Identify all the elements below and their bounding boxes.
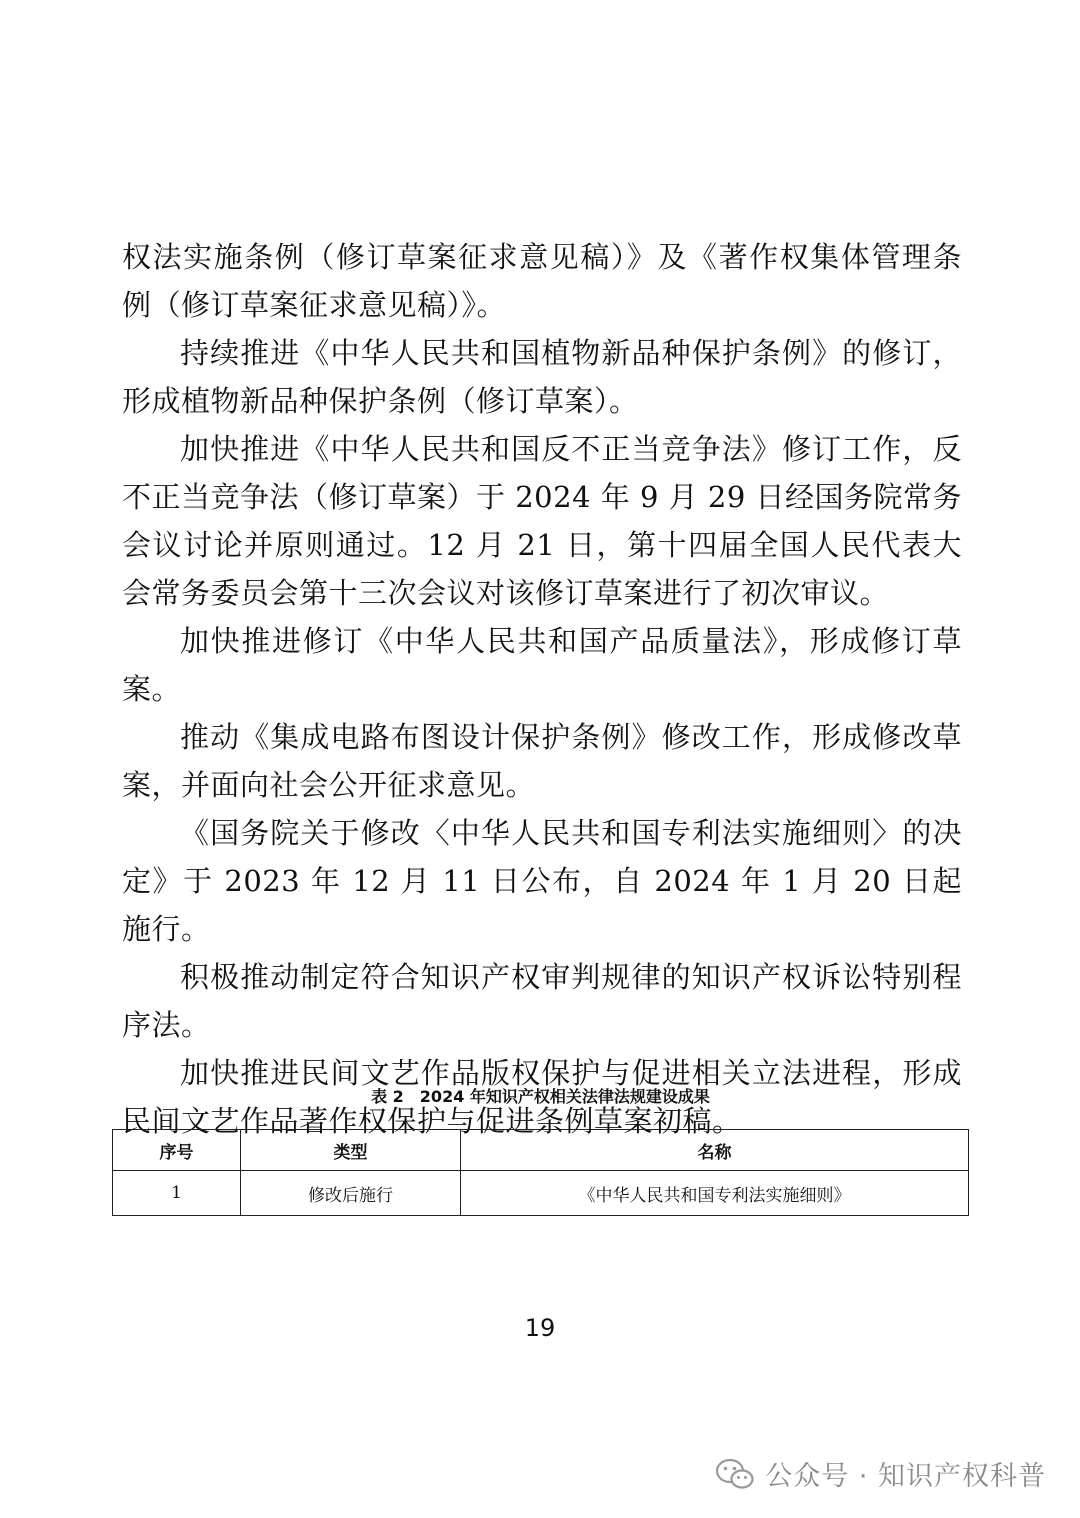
table-row — [113, 1171, 969, 1216]
paragraph: 权法实施条例（修订草案征求意见稿）》及《著作权集体管理条例（修订草案征求意见稿）》。 — [122, 240, 962, 322]
cell-type: 修改后施行 — [241, 1171, 461, 1216]
watermark-text: 公众号 · 知识产权科普 — [765, 1461, 1046, 1492]
paragraph: 加快推进修订《中华人民共和国产品质量法》，形成修订草案。 — [122, 624, 962, 706]
watermark — [715, 1454, 1046, 1493]
header-type: 类型 — [241, 1130, 461, 1171]
paragraph: 持续推进《中华人民共和国植物新品种保护条例》的修订，形成植物新品种保护条例（修订草案）。 — [122, 336, 962, 418]
cell-name: 《中华人民共和国专利法实施细则》 — [461, 1171, 969, 1216]
paragraph: 加快推进民间文艺作品版权保护与促进相关立法进程，形成民间文艺作品著作权保护与促进条例草案初稿。 — [122, 1056, 962, 1138]
laws-table — [112, 1129, 969, 1216]
table-caption: 表 2 2024 年知识产权相关法律法规建设成果 — [371, 1087, 710, 1106]
paragraph: 积极推动制定符合知识产权审判规律的知识产权诉讼特别程序法。 — [122, 960, 962, 1042]
header-name: 名称 — [461, 1130, 969, 1171]
cell-serial: 1 — [113, 1171, 241, 1216]
wechat-icon — [715, 1457, 755, 1491]
paragraph: 《国务院关于修改〈中华人民共和国专利法实施细则〉的决定》于 2023 年 12 月 11 日公布，自 2024 年 1 月 20 日起施行。 — [122, 816, 962, 946]
table-header-row — [113, 1130, 969, 1171]
body-text — [122, 233, 962, 1145]
paragraph: 加快推进《中华人民共和国反不正当竞争法》修订工作，反不正当竞争法（修订草案）于 2024 年 9 月 29 日经国务院常务会议讨论并原则通过。12 月 21 日，第十四届全国人民代表大会常务委员会第十三次会议对该修订草案进行了初次审议。 — [122, 432, 962, 610]
page-number: 19 — [524, 1314, 556, 1342]
header-serial: 序号 — [113, 1130, 241, 1171]
paragraph: 推动《集成电路布图设计保护条例》修改工作，形成修改草案，并面向社会公开征求意见。 — [122, 720, 962, 802]
